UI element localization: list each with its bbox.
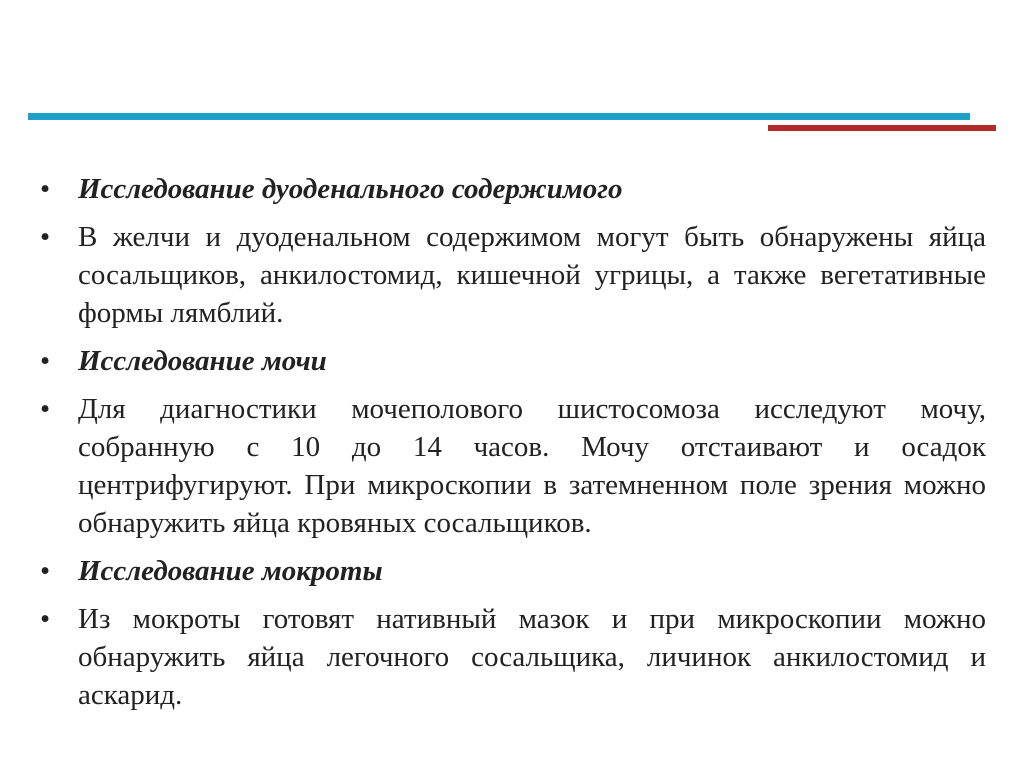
heading-text: Исследование мокроты <box>78 555 383 587</box>
bullet-body-sputum <box>40 600 986 714</box>
bullet-body-duodenal <box>40 218 986 332</box>
body-text: Из мокроты готовят нативный мазок и при микроскопии можно обнаружить яйца легочного сосальщика, личинок анкилостомид и аскарид. <box>78 603 986 711</box>
body-text: Для диагностики мочеполового шистосомоза исследуют мочу, собранную с 10 до 14 часов. Мочу отстаивают и осадок центрифугируют. При микроскопии в затемненном поле зрения можно обнаружить яйца кровяных сосальщиков. <box>78 393 986 539</box>
bullet-icon: • <box>40 555 51 587</box>
top-divider-line <box>28 113 970 120</box>
bullet-icon: • <box>40 393 51 425</box>
bullet-icon: • <box>40 603 51 635</box>
body-text: В желчи и дуоденальном содержимом могут быть обнаружены яйца сосальщиков, анкилостомид, кишечной угрицы, а также вегетативные формы лямблий. <box>78 221 986 329</box>
bullet-icon: • <box>40 221 51 253</box>
bullet-icon: • <box>40 345 51 377</box>
heading-text: Исследование мочи <box>78 345 327 377</box>
bullet-heading-urine <box>40 342 986 380</box>
bullet-icon: • <box>40 173 51 205</box>
bullet-heading-sputum <box>40 552 986 590</box>
bullet-heading-duodenal <box>40 170 986 208</box>
slide-body <box>40 170 986 724</box>
heading-text: Исследование дуоденального содержимого <box>78 173 623 205</box>
accent-divider-line <box>768 125 996 131</box>
bullet-body-urine <box>40 390 986 542</box>
